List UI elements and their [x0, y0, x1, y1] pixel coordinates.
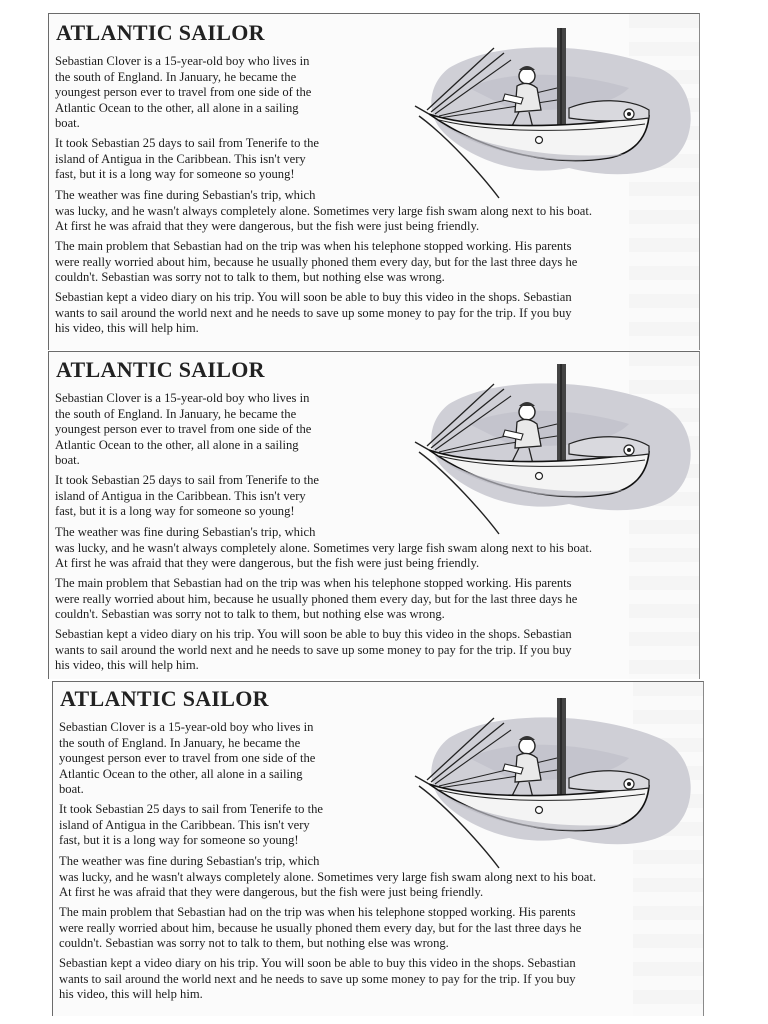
article-panel: [48, 351, 700, 679]
paragraph-problem: The main problem that Sebastian had on the trip was when his telephone stopped working. His parents were really worried about him, because he usually phoned them every day, but for the last three days he couldn't. Sebastian was sorry not to talk to them, but nothing else was wrong.: [55, 239, 578, 285]
paragraph-journey: It took Sebastian 25 days to sail from Tenerife to the island of Antigua in the Caribbean. This isn't very fast, but it is a long way for someone so young!: [55, 136, 319, 182]
article-title: ATLANTIC SAILOR: [56, 357, 265, 382]
sailboat-illustration: [409, 698, 699, 878]
article-panel: [48, 13, 700, 350]
paragraph-journey: It took Sebastian 25 days to sail from Tenerife to the island of Antigua in the Caribbean. This isn't very fast, but it is a long way for someone so young!: [55, 473, 319, 519]
paragraph-video: Sebastian kept a video diary on his trip. You will soon be able to buy this video in the shops. Sebastian wants to sail around the world next and he needs to save up some money to pay for the trip. If you buy his video, this will help him.: [55, 627, 572, 673]
paragraph-weather: The weather was fine during Sebastian's trip, which was lucky, and he wasn't always completely alone. Sometimes very large fish swam along next to his boat. At first he was afraid that they were dangerous, but the fish were just being friendly.: [59, 854, 597, 900]
paragraph-intro: Sebastian Clover is a 15-year-old boy who lives in the south of England. In January, he became the youngest person ever to travel from one side of the Atlantic Ocean to the other, all alone in a sailing boat.: [55, 54, 312, 131]
article-panel: [52, 681, 704, 1016]
paragraph-problem: The main problem that Sebastian had on the trip was when his telephone stopped working. His parents were really worried about him, because he usually phoned them every day, but for the last three days he couldn't. Sebastian was sorry not to talk to them, but nothing else was wrong.: [59, 905, 582, 951]
paragraph-video: Sebastian kept a video diary on his trip. You will soon be able to buy this video in the shops. Sebastian wants to sail around the world next and he needs to save up some money to pay for the trip. If you buy his video, this will help him.: [55, 290, 572, 336]
paragraph-weather: The weather was fine during Sebastian's trip, which was lucky, and he wasn't always completely alone. Sometimes very large fish swam along next to his boat. At first he was afraid that they were dangerous, but the fish were just being friendly.: [55, 525, 593, 571]
paragraph-problem: The main problem that Sebastian had on the trip was when his telephone stopped working. His parents were really worried about him, because he usually phoned them every day, but for the last three days he couldn't. Sebastian was sorry not to talk to them, but nothing else was wrong.: [55, 576, 578, 622]
paragraph-weather: The weather was fine during Sebastian's trip, which was lucky, and he wasn't always completely alone. Sometimes very large fish swam along next to his boat. At first he was afraid that they were dangerous, but the fish were just being friendly.: [55, 188, 593, 234]
sailboat-illustration: [409, 364, 699, 544]
paragraph-intro: Sebastian Clover is a 15-year-old boy who lives in the south of England. In January, he became the youngest person ever to travel from one side of the Atlantic Ocean to the other, all alone in a sailing boat.: [55, 391, 312, 468]
paragraph-intro: Sebastian Clover is a 15-year-old boy who lives in the south of England. In January, he became the youngest person ever to travel from one side of the Atlantic Ocean to the other, all alone in a sailing boat.: [59, 720, 316, 797]
paragraph-journey: It took Sebastian 25 days to sail from Tenerife to the island of Antigua in the Caribbean. This isn't very fast, but it is a long way for someone so young!: [59, 802, 323, 848]
article-title: ATLANTIC SAILOR: [60, 686, 269, 711]
article-title: ATLANTIC SAILOR: [56, 20, 265, 45]
sailboat-illustration: [409, 28, 699, 208]
paragraph-video: Sebastian kept a video diary on his trip. You will soon be able to buy this video in the shops. Sebastian wants to sail around the world next and he needs to save up some money to pay for the trip. If you buy his video, this will help him.: [59, 956, 576, 1002]
